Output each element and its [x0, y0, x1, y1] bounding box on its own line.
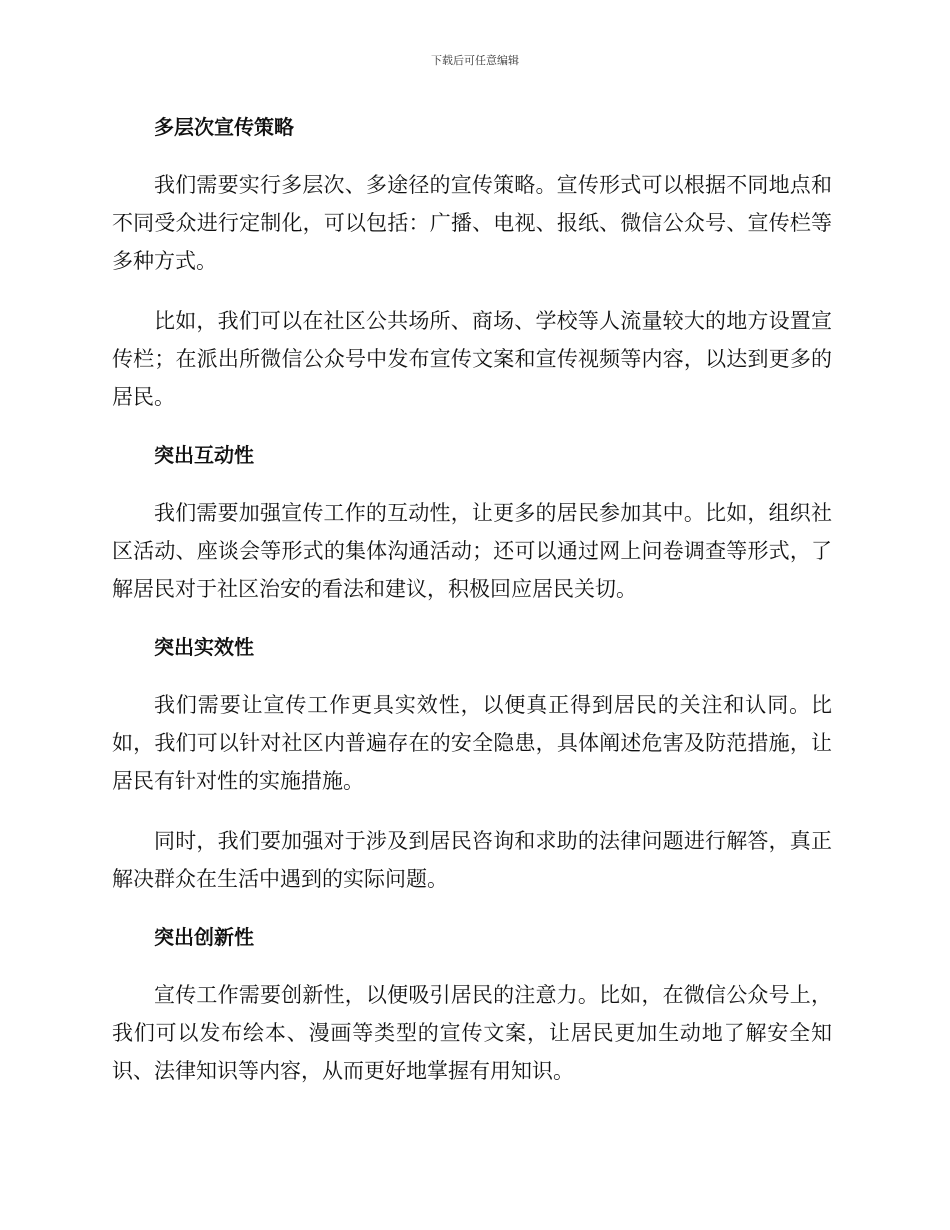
section-heading: 突出创新性	[154, 925, 254, 949]
paragraph: 我们需要加强宣传工作的互动性，让更多的居民参加其中。比如，组织社区活动、座谈会等形式的集体沟通活动；还可以通过网上问卷调查等形式，了解居民对于社区治安的看法和建议，积极回应居民关切。	[112, 501, 832, 601]
page-header-note: 下载后可任意编辑	[431, 54, 519, 67]
paragraph: 宣传工作需要创新性，以便吸引居民的注意力。比如，在微信公众号上，我们可以发布绘本、漫画等类型的宣传文案，让居民更加生动地了解安全知识、法律知识等内容，从而更好地掌握有用知识。	[112, 983, 832, 1083]
paragraph: 同时，我们要加强对于涉及到居民咨询和求助的法律问题进行解答，真正解决群众在生活中遇到的实际问题。	[112, 829, 832, 891]
paragraph: 我们需要实行多层次、多途径的宣传策略。宣传形式可以根据不同地点和不同受众进行定制化，可以包括：广播、电视、报纸、微信公众号、宣传栏等多种方式。	[112, 173, 832, 273]
paragraph: 我们需要让宣传工作更具实效性，以便真正得到居民的关注和认同。比如，我们可以针对社区内普遍存在的安全隐患，具体阐述危害及防范措施，让居民有针对性的实施措施。	[112, 693, 832, 793]
section-heading: 突出实效性	[154, 635, 254, 659]
section-multilevel-strategy	[112, 110, 832, 438]
section-heading: 多层次宣传策略	[154, 115, 294, 139]
section-effectiveness	[112, 630, 832, 920]
section-innovation	[112, 920, 832, 1090]
document-body	[112, 110, 832, 1090]
paragraph: 比如，我们可以在社区公共场所、商场、学校等人流量较大的地方设置宣传栏；在派出所微信公众号中发布宣传文案和宣传视频等内容，以达到更多的居民。	[112, 309, 832, 409]
section-interactivity	[112, 438, 832, 630]
section-heading: 突出互动性	[154, 443, 254, 467]
